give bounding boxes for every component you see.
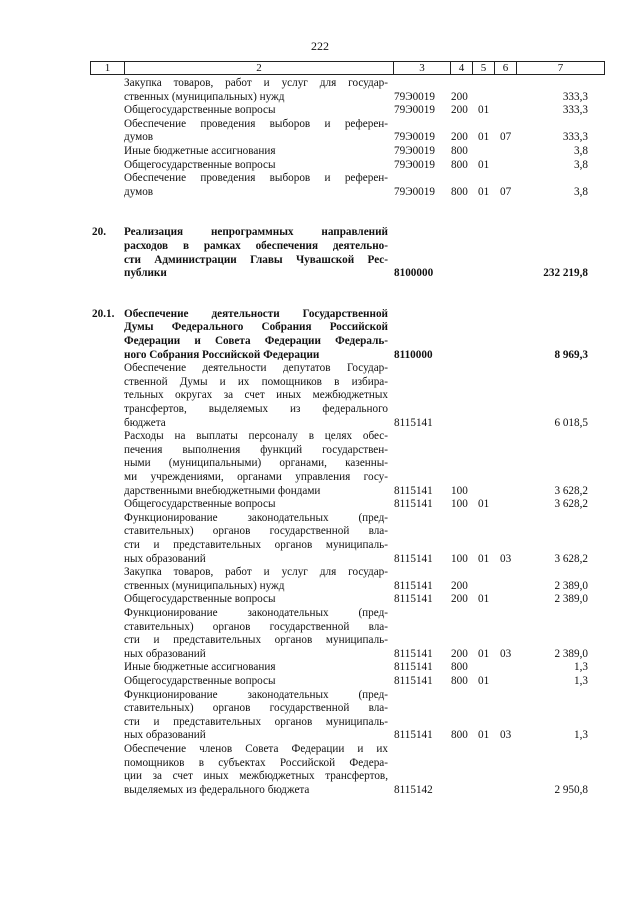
target-code: 8115141 bbox=[394, 593, 433, 606]
expense-group: 800 bbox=[451, 661, 468, 674]
description-line: сти и представительных органов муниципаль- bbox=[124, 715, 388, 728]
target-code: 79Э0019 bbox=[394, 104, 435, 117]
amount: 3 628,2 bbox=[554, 484, 588, 497]
description-line: помощников в субъектах Российской Федера- bbox=[124, 756, 388, 769]
subsection-code: 07 bbox=[500, 131, 512, 144]
amount: 3,8 bbox=[574, 158, 588, 171]
row-description bbox=[124, 308, 388, 362]
expense-group: 200 bbox=[451, 131, 468, 144]
expense-group: 800 bbox=[451, 158, 468, 171]
description-line: ственной Думы и их помощников в избира- bbox=[124, 375, 388, 388]
section-code: 01 bbox=[478, 185, 490, 198]
row-description bbox=[124, 607, 388, 661]
row-description bbox=[124, 226, 388, 280]
row-number: 20.1. bbox=[92, 307, 115, 320]
description-line: сти и представительных органов муниципаль- bbox=[124, 538, 388, 551]
section-code: 01 bbox=[478, 104, 490, 117]
target-code: 8115141 bbox=[394, 416, 433, 429]
column-header: 2 bbox=[125, 62, 394, 75]
description-line: Общегосударственные вопросы bbox=[124, 593, 276, 606]
amount: 2 389,0 bbox=[554, 593, 588, 606]
description-line: Иные бюджетные ассигнования bbox=[124, 661, 276, 674]
column-header: 3 bbox=[394, 62, 451, 75]
description-line: трансфертов, выделяемых из федерального bbox=[124, 402, 388, 415]
section-code: 01 bbox=[478, 498, 490, 511]
description-line: сти и представительных органов муниципаль- bbox=[124, 634, 388, 647]
row-description bbox=[124, 77, 388, 104]
expense-group: 100 bbox=[451, 484, 468, 497]
description-line: Обеспечение проведения выборов и референ- bbox=[124, 172, 388, 185]
description-line: расходов в рамках обеспечения деятельно- bbox=[124, 239, 388, 252]
expense-group: 200 bbox=[451, 104, 468, 117]
target-code: 8115141 bbox=[394, 552, 433, 565]
expense-group: 800 bbox=[451, 729, 468, 742]
target-code: 8100000 bbox=[394, 267, 434, 280]
amount: 3 628,2 bbox=[554, 552, 588, 565]
column-header: 5 bbox=[473, 62, 495, 75]
row-description bbox=[124, 118, 388, 145]
amount: 1,3 bbox=[574, 729, 588, 742]
target-code: 79Э0019 bbox=[394, 131, 435, 144]
row-description bbox=[124, 498, 388, 512]
page-number: 222 bbox=[311, 39, 329, 53]
row-description bbox=[124, 104, 388, 118]
column-header: 4 bbox=[451, 62, 473, 75]
row-description bbox=[124, 689, 388, 743]
description-line: ных образований bbox=[124, 647, 206, 660]
subsection-code: 03 bbox=[500, 729, 512, 742]
expense-group: 800 bbox=[451, 675, 468, 687]
amount: 8 969,3 bbox=[554, 348, 588, 361]
description-line: Обеспечение деятельности депутатов Государ- bbox=[124, 362, 388, 375]
description-line: Общегосударственные вопросы bbox=[124, 498, 276, 511]
description-line: Реализация непрограммных направлений bbox=[124, 226, 388, 239]
description-line: Обеспечение деятельности Государственной bbox=[124, 307, 388, 320]
description-line: Иные бюджетные ассигнования bbox=[124, 145, 276, 157]
subsection-code: 03 bbox=[500, 647, 512, 660]
description-line: Думы Федерального Собрания Российской bbox=[124, 321, 388, 334]
description-line: публики bbox=[124, 267, 167, 280]
description-line: Закупка товаров, работ и услуг для государ- bbox=[124, 566, 388, 579]
target-code: 79Э0019 bbox=[394, 90, 435, 103]
expense-group: 200 bbox=[451, 90, 468, 103]
expense-group: 200 bbox=[451, 593, 468, 606]
row-description bbox=[124, 566, 388, 593]
description-line: Функционирование законодательных (пред- bbox=[124, 688, 388, 701]
amount: 3,8 bbox=[574, 185, 588, 198]
section-code: 01 bbox=[478, 729, 490, 742]
section-code: 01 bbox=[478, 158, 490, 171]
row-description bbox=[124, 172, 388, 199]
amount: 333,3 bbox=[562, 90, 588, 103]
target-code: 8115141 bbox=[394, 661, 433, 674]
description-line: ственных (муниципальных) нужд bbox=[124, 579, 285, 592]
amount: 1,3 bbox=[574, 661, 588, 674]
description-line: дарственными внебюджетными фондами bbox=[124, 484, 321, 497]
column-header-row bbox=[91, 62, 605, 75]
amount: 3 628,2 bbox=[554, 498, 588, 511]
section-code: 01 bbox=[478, 647, 490, 660]
row-description bbox=[124, 362, 388, 430]
row-number: 20. bbox=[92, 226, 106, 239]
description-line: Обеспечение членов Совета Федерации и их bbox=[124, 743, 388, 755]
target-code: 79Э0019 bbox=[394, 158, 435, 171]
description-line: ными (муниципальными) органами, казенны- bbox=[124, 457, 388, 470]
description-line: Функционирование законодательных (пред- bbox=[124, 607, 388, 619]
description-line: Расходы на выплаты персоналу в целях обес- bbox=[124, 430, 388, 443]
description-line: выделяемых из федерального бюджета bbox=[124, 783, 310, 796]
target-code: 8115142 bbox=[394, 783, 433, 796]
row-description bbox=[124, 661, 388, 675]
row-description bbox=[124, 159, 388, 173]
row-description bbox=[124, 675, 388, 689]
row-description bbox=[124, 145, 388, 159]
section-code: 01 bbox=[478, 552, 490, 565]
description-line: Общегосударственные вопросы bbox=[124, 158, 276, 171]
description-line: Федерации и Совета Федерации Федераль- bbox=[124, 334, 388, 347]
amount: 1,3 bbox=[574, 675, 588, 687]
target-code: 8115141 bbox=[394, 675, 433, 687]
target-code: 8115141 bbox=[394, 498, 433, 511]
target-code: 79Э0019 bbox=[394, 145, 435, 157]
target-code: 79Э0019 bbox=[394, 185, 435, 198]
row-description bbox=[124, 512, 388, 566]
expense-group: 100 bbox=[451, 552, 468, 565]
description-line: ных образований bbox=[124, 552, 206, 565]
target-code: 8115141 bbox=[394, 647, 433, 660]
section-code: 01 bbox=[478, 675, 490, 687]
row-description bbox=[124, 430, 388, 498]
section-code: 01 bbox=[478, 131, 490, 144]
description-line: ставительных) органов государственной вла- bbox=[124, 702, 388, 715]
subsection-code: 03 bbox=[500, 552, 512, 565]
row-description bbox=[124, 743, 388, 797]
description-line: Общегосударственные вопросы bbox=[124, 104, 276, 117]
target-code: 8115141 bbox=[394, 484, 433, 497]
amount: 2 950,8 bbox=[554, 783, 588, 796]
description-line: ции за счет иных межбюджетных трансфертов, bbox=[124, 770, 388, 783]
expense-group: 200 bbox=[451, 647, 468, 660]
column-header: 6 bbox=[495, 62, 517, 75]
target-code: 8115141 bbox=[394, 729, 433, 742]
description-line: Закупка товаров, работ и услуг для государ- bbox=[124, 77, 388, 89]
description-line: тельных округах за счет иных межбюджетных bbox=[124, 389, 388, 402]
description-line: Общегосударственные вопросы bbox=[124, 675, 276, 687]
description-line: Функционирование законодательных (пред- bbox=[124, 511, 388, 524]
subsection-code: 07 bbox=[500, 185, 512, 198]
amount: 333,3 bbox=[562, 131, 588, 144]
description-line: ставительных) органов государственной вла- bbox=[124, 525, 388, 538]
amount: 2 389,0 bbox=[554, 579, 588, 592]
description-line: ственных (муниципальных) нужд bbox=[124, 90, 285, 103]
description-line: Обеспечение проведения выборов и референ- bbox=[124, 117, 388, 130]
column-header: 1 bbox=[91, 62, 125, 75]
expense-group: 200 bbox=[451, 579, 468, 592]
target-code: 8110000 bbox=[394, 348, 433, 361]
description-line: печения выполнения функций государствен- bbox=[124, 443, 388, 456]
column-header-table bbox=[90, 61, 605, 75]
row-description bbox=[124, 593, 388, 607]
amount: 232 219,8 bbox=[543, 267, 588, 280]
target-code: 8115141 bbox=[394, 579, 433, 592]
section-code: 01 bbox=[478, 593, 490, 606]
expense-group: 800 bbox=[451, 145, 468, 157]
amount: 6 018,5 bbox=[554, 416, 588, 429]
column-header: 7 bbox=[517, 62, 605, 75]
description-line: ставительных) органов государственной вла- bbox=[124, 620, 388, 633]
amount: 3,8 bbox=[574, 145, 588, 157]
description-line: сти Администрации Главы Чувашской Рес- bbox=[124, 253, 388, 266]
description-line: ного Собрания Российской Федерации bbox=[124, 348, 320, 361]
amount: 333,3 bbox=[562, 104, 588, 117]
description-line: думов bbox=[124, 131, 154, 144]
description-line: думов bbox=[124, 185, 154, 198]
description-line: ми учреждениями, органами управления госу- bbox=[124, 470, 388, 483]
expense-group: 800 bbox=[451, 185, 468, 198]
expense-group: 100 bbox=[451, 498, 468, 511]
amount: 2 389,0 bbox=[554, 647, 588, 660]
description-line: ных образований bbox=[124, 729, 206, 742]
description-line: бюджета bbox=[124, 416, 166, 429]
